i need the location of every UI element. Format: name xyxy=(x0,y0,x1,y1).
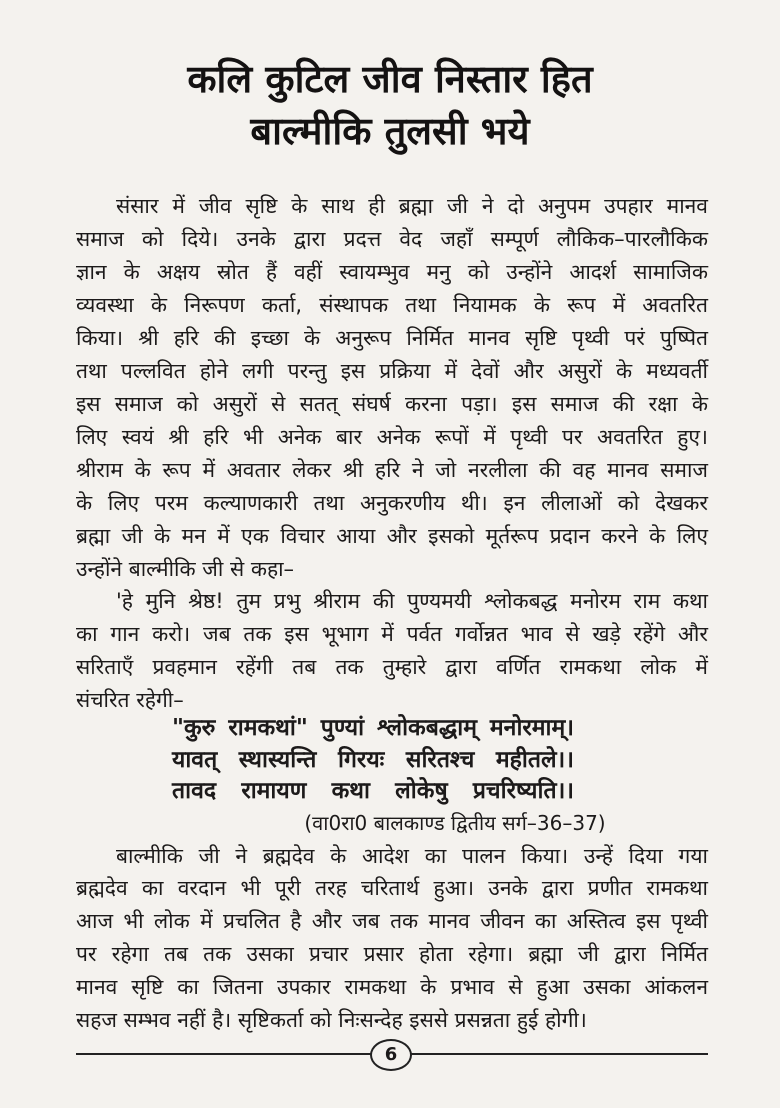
text-line: तथा पल्लवित होने लगी परन्तु इस प्रक्रिया में देवों और असुरों के मध्यवर्ती xyxy=(76,359,708,383)
text-line: सहज सम्भव नहीं है। सृष्टिकर्ता को निःसन्देह इससे प्रसन्नता हुई होगी। xyxy=(76,1008,587,1032)
text-line: संचरित रहेगी– xyxy=(76,688,184,712)
text-line: सरिताएँ प्रवहमान रहेंगी तब तक तुम्हारे द्वारा वर्णित रामकथा लोक में xyxy=(76,655,708,679)
text-line: संसार में जीव सृष्टि के साथ ही ब्रह्मा जी ने दो अनुपम उपहार मानव xyxy=(116,194,708,218)
footer-rule-left xyxy=(76,1053,372,1055)
page-number: 6 xyxy=(370,1039,412,1071)
text-line: इस समाज को असुरों से सतत् संघर्ष करना पड़ा। इस समाज की रक्षा के xyxy=(76,392,708,416)
chapter-title-line-2: बाल्मीकि तुलसी भये xyxy=(250,109,530,153)
footer-rule-right xyxy=(408,1053,708,1055)
text-line: के लिए परम कल्याणकारी तथा अनुकरणीय थी। इन लीलाओं को देखकर xyxy=(76,491,708,515)
text-line: पर रहेगा तब तक उसका प्रचार प्रसार होता रहेगा। ब्रह्मा जी द्वारा निर्मित xyxy=(76,942,708,966)
text-line: उन्होंने बाल्मीकि जी से कहा– xyxy=(76,557,295,581)
text-line: किया। श्री हरि की इच्छा के अनुरूप निर्मित मानव सृष्टि पृथ्वी परं पुष्पित xyxy=(76,326,708,350)
text-line: का गान करो। जब तक इस भूभाग में पर्वत गर्वोन्नत भाव से खड़े रहेंगे और xyxy=(76,622,708,646)
text-line: ब्रह्मदेव का वरदान भी पूरी तरह चरितार्थ हुआ। उनके द्वारा प्रणीत रामकथा xyxy=(76,876,708,900)
verse-reference: (वा0रा0 बालकाण्ड द्वितीय सर्ग–36–37) xyxy=(304,811,606,835)
chapter-title-line-1: कलि कुटिल जीव निस्तार हित xyxy=(187,57,593,101)
text-line: लिए स्वयं श्री हरि भी अनेक बार अनेक रूपों में पृथ्वी पर अवतरित हुए। xyxy=(76,425,708,449)
text-line: मानव सृष्टि का जितना उपकार रामकथा के प्रभाव से हुआ उसका आंकलन xyxy=(76,975,708,999)
text-line: 'हे मुनि श्रेष्ठ! तुम प्रभु श्रीराम की पुण्यमयी श्लोकबद्ध मनोरम राम कथा xyxy=(116,589,708,613)
verse-line: "कुरु रामकथां" पुण्यां श्लोकबद्धाम् मनोरमाम्। xyxy=(172,715,574,741)
verse-line: यावत् स्थास्यन्ति गिरयः सरितश्च महीतले।। xyxy=(172,747,574,773)
text-line: बाल्मीकि जी ने ब्रह्मदेव के आदेश का पालन किया। उन्हें दिया गया xyxy=(116,844,708,868)
text-line: व्यवस्था के निरूपण कर्ता, संस्थापक तथा नियामक के रूप में अवतरित xyxy=(76,293,708,317)
text-line: ज्ञान के अक्षय स्रोत हैं वहीं स्वायम्भुव मनु को उन्होंने आदर्श सामाजिक xyxy=(76,260,708,284)
text-line: श्रीराम के रूप में अवतार लेकर श्री हरि ने जो नरलीला की वह मानव समाज xyxy=(76,458,708,482)
text-line: समाज को दिये। उनके द्वारा प्रदत्त वेद जहाँ सम्पूर्ण लौकिक–पारलौकिक xyxy=(76,227,708,251)
text-line: आज भी लोक में प्रचलित है और जब तक मानव जीवन का अस्तित्व इस पृथ्वी xyxy=(76,909,708,933)
text-line: ब्रह्मा जी के मन में एक विचार आया और इसको मूर्तरूप प्रदान करने के लिए xyxy=(76,524,708,548)
verse-line: तावद रामायण कथा लोकेषु प्रचरिष्यति।। xyxy=(172,778,574,804)
